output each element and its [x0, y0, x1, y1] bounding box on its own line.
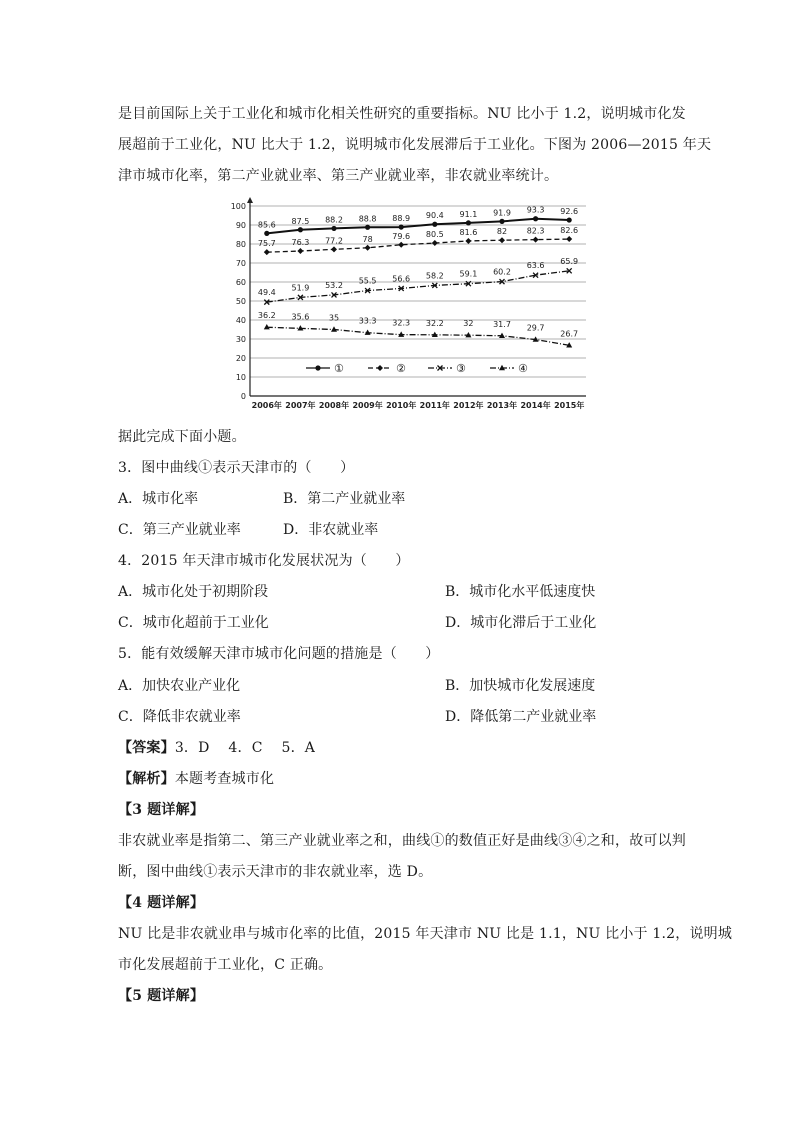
y-tick-label: 60 [235, 278, 246, 287]
data-label: 88.9 [392, 214, 411, 224]
detail-4-label: 【4 题详解】 [118, 895, 205, 911]
data-label: 93.3 [526, 205, 545, 215]
data-label: 33.3 [358, 316, 377, 326]
data-label: 35.6 [291, 312, 310, 322]
y-tick-label: 0 [240, 392, 246, 401]
x-tick-label: 2008年 [318, 401, 350, 410]
detail-3-label: 【3 题详解】 [118, 802, 205, 818]
data-label: 56.6 [392, 274, 411, 284]
x-tick-label: 2009年 [352, 401, 383, 410]
data-point [297, 248, 303, 254]
intro-line-2: 展超前于工业化，NU 比大于 1.2，说明城市化发展滞后于工业化。下图为 2006—2015 年天 [118, 137, 712, 153]
question-3-option-d: D．非农就业率 [283, 522, 379, 538]
data-label: 91.1 [459, 209, 478, 219]
data-point [398, 242, 404, 248]
question-4-option-a: A．城市化处于初期阶段 [118, 584, 269, 600]
y-tick-label: 90 [235, 221, 246, 230]
data-point [432, 222, 437, 227]
question-3-option-c: C．第三产业就业率 [118, 522, 241, 538]
data-label: 65.9 [560, 256, 579, 266]
x-tick-label: 2011年 [419, 401, 450, 410]
employment-urbanization-chart [228, 196, 598, 418]
data-point [315, 365, 320, 370]
instruction-text: 据此完成下面小题。 [118, 429, 246, 445]
series-line [267, 239, 569, 252]
y-tick-label: 40 [235, 316, 246, 325]
data-point [466, 220, 471, 225]
x-tick-label: 2015年 [554, 401, 585, 410]
data-point [331, 326, 337, 331]
data-label: 58.2 [425, 271, 444, 281]
detail-5-label: 【5 题详解】 [118, 988, 205, 1004]
data-point [499, 237, 505, 243]
x-tick-label: 2012年 [453, 401, 484, 410]
question-5-option-d: D．降低第二产业就业率 [445, 709, 597, 725]
series-line [267, 271, 569, 302]
data-point [365, 245, 371, 251]
series-line [267, 327, 569, 345]
data-label: 63.6 [526, 261, 545, 271]
x-tick-label: 2010年 [386, 401, 417, 410]
data-label: 49.4 [257, 288, 276, 298]
data-label: 55.5 [358, 276, 377, 286]
y-tick-label: 80 [235, 240, 246, 249]
x-tick-label: 2007年 [285, 401, 316, 410]
data-point [365, 225, 370, 230]
data-point [264, 231, 269, 236]
legend-label: ③ [456, 362, 466, 375]
data-label: 82 [496, 227, 508, 237]
data-label: 51.9 [291, 283, 310, 293]
x-tick-label: 2013年 [486, 401, 518, 410]
y-tick-label: 30 [235, 335, 246, 344]
legend-label: ④ [518, 362, 528, 375]
question-5-option-b: B．加快城市化发展速度 [445, 678, 596, 694]
y-tick-label: 50 [235, 297, 246, 306]
data-label: 91.9 [493, 208, 511, 218]
data-label: 32.2 [425, 318, 444, 328]
question-5-option-c: C．降低非农就业率 [118, 709, 241, 725]
data-label: 88.2 [325, 215, 343, 225]
data-point [432, 240, 438, 246]
data-label: 35 [328, 313, 340, 323]
data-label: 59.1 [459, 269, 478, 279]
data-label: 32.3 [392, 318, 411, 328]
legend-label: ① [334, 362, 344, 375]
data-label: 78 [362, 234, 373, 244]
data-point [331, 246, 337, 252]
question-5-stem: 5．能有效缓解天津市城市化问题的措施是（ ） [118, 646, 440, 662]
data-label: 82.3 [526, 226, 545, 236]
data-point [533, 216, 538, 221]
data-label: 80.5 [425, 230, 444, 240]
y-tick-label: 10 [235, 373, 246, 382]
detail-3-line-2: 断，图中曲线①表示天津市的非农就业率，选 D。 [118, 864, 433, 880]
question-4-stem: 4．2015 年天津市城市化发展状况为（ ） [118, 553, 410, 569]
data-label: 92.6 [560, 207, 579, 217]
data-label: 29.7 [526, 323, 545, 333]
data-label: 32 [463, 319, 474, 329]
question-3-option-b: B．第二产业就业率 [283, 491, 406, 507]
answer-line [118, 737, 315, 757]
analysis-line [118, 768, 274, 788]
answer-label: 【答案】 [118, 740, 175, 756]
analysis-text: 本题考查城市化 [174, 771, 275, 787]
data-label: 31.7 [493, 319, 511, 329]
question-4-option-d: D．城市化滞后于工业化 [445, 615, 597, 631]
data-point [567, 217, 572, 222]
analysis-label: 【解析】 [118, 771, 175, 787]
question-3-stem: 3．图中曲线①表示天津市的（ ） [118, 460, 355, 476]
y-tick-label: 100 [230, 202, 246, 211]
data-label: 53.2 [325, 280, 343, 290]
data-label: 81.6 [459, 227, 478, 237]
data-label: 60.2 [493, 267, 511, 277]
y-axis-arrow [247, 197, 253, 203]
legend-label: ② [396, 362, 406, 375]
data-point [298, 227, 303, 232]
y-tick-label: 20 [235, 354, 246, 363]
data-label: 82.6 [560, 226, 579, 236]
detail-3-line-1: 非农就业率是指第二、第三产业就业率之和，曲线①的数值正好是曲线③④之和，故可以判 [118, 833, 686, 849]
data-label: 79.6 [392, 231, 411, 241]
data-label: 87.5 [291, 216, 310, 226]
question-5-option-a: A．加快农业产业化 [118, 678, 241, 694]
data-label: 85.6 [257, 220, 276, 230]
data-point [465, 238, 471, 244]
detail-4-line-1: NU 比是非农就业串与城市化率的比值，2015 年天津市 NU 比是 1.1，NU 比小于 1.2，说明城 [118, 926, 733, 942]
y-tick-label: 70 [235, 259, 246, 268]
answer-text: 3．D 4．C 5．A [174, 740, 316, 756]
data-point [566, 236, 572, 242]
data-label: 90.4 [425, 211, 444, 221]
data-point [499, 219, 504, 224]
question-4-option-b: B．城市化水平低速度快 [445, 584, 596, 600]
x-tick-label: 2014年 [520, 401, 551, 410]
detail-4-line-2: 市化发展超前于工业化，C 正确。 [118, 957, 333, 973]
intro-line-1: 是目前国际上关于工业化和城市化相关性研究的重要指标。NU 比小于 1.2，说明城市化发 [118, 106, 686, 122]
x-tick-label: 2006年 [251, 401, 282, 410]
data-label: 77.2 [325, 236, 343, 246]
question-4-option-c: C．城市化超前于工业化 [118, 615, 269, 631]
data-label: 88.8 [358, 214, 377, 224]
data-label: 75.7 [257, 239, 276, 249]
data-label: 76.3 [291, 238, 310, 248]
data-point [399, 224, 404, 229]
question-3-option-a: A．城市化率 [118, 491, 199, 507]
data-point [377, 365, 383, 371]
data-label: 36.2 [257, 311, 276, 321]
data-point [331, 226, 336, 231]
data-point [264, 249, 270, 255]
data-label: 26.7 [560, 329, 579, 339]
intro-line-3: 津市城市化率，第二产业就业率、第三产业就业率，非农就业率统计。 [118, 168, 559, 184]
data-point [533, 237, 539, 243]
